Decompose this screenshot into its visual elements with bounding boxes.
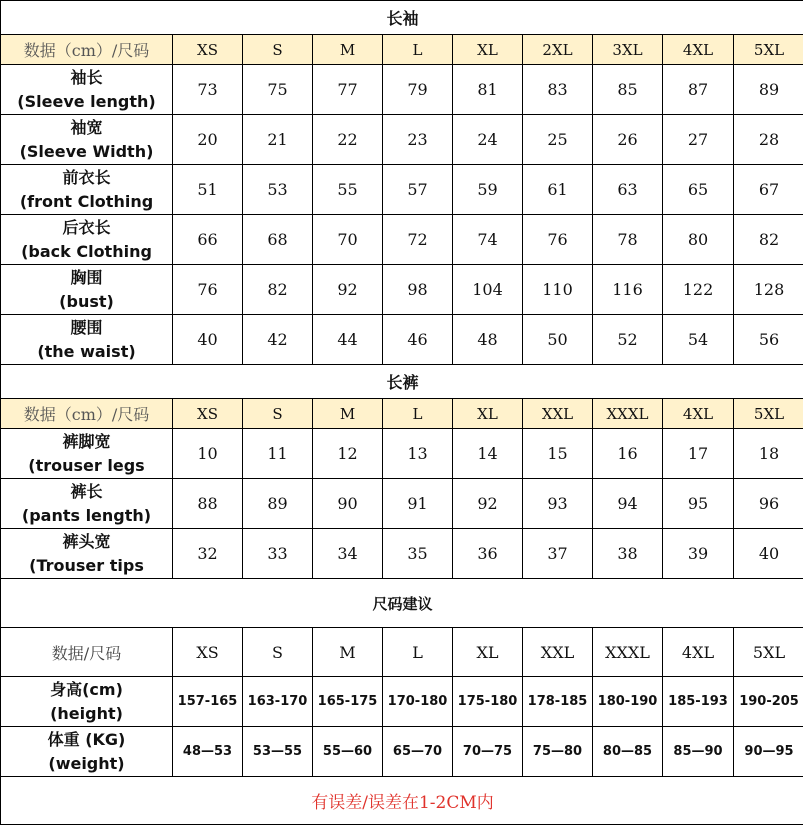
long-sleeve-value-cell: 128	[734, 265, 803, 315]
long-sleeve-row-label	[1, 115, 173, 165]
size-guide-size-header: S	[243, 628, 313, 677]
long-sleeve-value-cell: 82	[243, 265, 313, 315]
note-row	[1, 777, 803, 825]
trousers-value-cell: 38	[593, 529, 663, 579]
size-guide-value-cell: 190-205	[734, 677, 803, 727]
long-sleeve-value-cell: 54	[663, 315, 734, 365]
trousers-value-cell: 94	[593, 479, 663, 529]
row-label-en: (Sleeve Width)	[19, 141, 154, 161]
long-sleeve-value-cell: 116	[593, 265, 663, 315]
trousers-value-cell: 92	[453, 479, 523, 529]
row-label-en: (weight)	[48, 753, 125, 773]
long-sleeve-size-header: L	[383, 35, 453, 65]
size-guide-value-cell: 80—85	[593, 727, 663, 777]
trousers-value-cell: 15	[523, 429, 593, 479]
size-guide-value-cell: 75—80	[523, 727, 593, 777]
trousers-table-row	[1, 529, 803, 579]
long-sleeve-size-header: 3XL	[593, 35, 663, 65]
long-sleeve-value-cell: 80	[663, 215, 734, 265]
size-guide-size-header: XS	[173, 628, 243, 677]
long-sleeve-value-cell: 59	[453, 165, 523, 215]
size-guide-table-row	[1, 677, 803, 727]
long-sleeve-value-cell: 74	[453, 215, 523, 265]
long-sleeve-value-cell: 72	[383, 215, 453, 265]
trousers-size-header: M	[313, 399, 383, 429]
long-sleeve-value-cell: 44	[313, 315, 383, 365]
row-label-cn: 身高(cm)	[50, 679, 123, 699]
long-sleeve-title-row	[1, 1, 803, 35]
row-label-en: (Sleeve length)	[17, 91, 156, 111]
trousers-value-cell: 40	[734, 529, 803, 579]
size-guide-value-cell: 157-165	[173, 677, 243, 727]
size-guide-value-cell: 185-193	[663, 677, 734, 727]
long-sleeve-value-cell: 26	[593, 115, 663, 165]
long-sleeve-value-cell: 51	[173, 165, 243, 215]
long-sleeve-value-cell: 82	[734, 215, 803, 265]
size-guide-size-header: M	[313, 628, 383, 677]
trousers-header-row	[1, 399, 803, 429]
long-sleeve-size-header: XS	[173, 35, 243, 65]
size-guide-value-cell: 165-175	[313, 677, 383, 727]
size-guide-value-cell: 70—75	[453, 727, 523, 777]
long-sleeve-row-label	[1, 165, 173, 215]
size-guide-row-label	[1, 727, 173, 777]
long-sleeve-table-row	[1, 215, 803, 265]
row-label-cn: 裤长	[70, 481, 103, 501]
trousers-value-cell: 11	[243, 429, 313, 479]
long-sleeve-value-cell: 110	[523, 265, 593, 315]
trousers-value-cell: 17	[663, 429, 734, 479]
trousers-size-header: 4XL	[663, 399, 734, 429]
row-label-en: (Trouser tips	[29, 555, 144, 575]
trousers-size-header: S	[243, 399, 313, 429]
row-label-en: (trouser legs	[28, 455, 145, 475]
row-label-cn: 胸围	[70, 267, 103, 287]
long-sleeve-value-cell: 83	[523, 65, 593, 115]
size-guide-header-row	[1, 628, 803, 677]
long-sleeve-value-cell: 85	[593, 65, 663, 115]
row-label-en: (bust)	[59, 291, 114, 311]
long-sleeve-value-cell: 92	[313, 265, 383, 315]
size-guide-size-header: XXXL	[593, 628, 663, 677]
long-sleeve-size-header: S	[243, 35, 313, 65]
long-sleeve-row-label	[1, 315, 173, 365]
long-sleeve-value-cell: 73	[173, 65, 243, 115]
trousers-value-cell: 10	[173, 429, 243, 479]
trousers-value-cell: 89	[243, 479, 313, 529]
row-label-cn: 袖宽	[70, 117, 103, 137]
long-sleeve-header-label: 数据（cm）/尺码	[1, 35, 173, 65]
size-guide-size-header: XL	[453, 628, 523, 677]
size-guide-header-label: 数据/尺码	[1, 628, 173, 677]
long-sleeve-value-cell: 75	[243, 65, 313, 115]
size-guide-title-row	[1, 579, 803, 628]
long-sleeve-title: 长袖	[1, 1, 803, 35]
trousers-value-cell: 16	[593, 429, 663, 479]
long-sleeve-size-header: 2XL	[523, 35, 593, 65]
long-sleeve-row-label	[1, 65, 173, 115]
long-sleeve-value-cell: 76	[173, 265, 243, 315]
long-sleeve-value-cell: 46	[383, 315, 453, 365]
trousers-value-cell: 37	[523, 529, 593, 579]
long-sleeve-table-row	[1, 65, 803, 115]
long-sleeve-value-cell: 48	[453, 315, 523, 365]
long-sleeve-value-cell: 27	[663, 115, 734, 165]
trousers-value-cell: 33	[243, 529, 313, 579]
long-sleeve-value-cell: 53	[243, 165, 313, 215]
long-sleeve-table-row	[1, 315, 803, 365]
trousers-row-label	[1, 479, 173, 529]
long-sleeve-value-cell: 50	[523, 315, 593, 365]
size-guide-value-cell: 90—95	[734, 727, 803, 777]
size-guide-size-header: 5XL	[734, 628, 803, 677]
trousers-row-label	[1, 429, 173, 479]
row-label-en: (pants length)	[21, 505, 152, 525]
row-label-cn: 袖长	[70, 67, 103, 87]
row-label-en: (the waist)	[37, 341, 136, 361]
trousers-size-header: XL	[453, 399, 523, 429]
long-sleeve-value-cell: 40	[173, 315, 243, 365]
row-label-en: (front Clothing	[19, 191, 154, 211]
trousers-size-header: XXXL	[593, 399, 663, 429]
size-guide-row-label	[1, 677, 173, 727]
long-sleeve-table-row	[1, 265, 803, 315]
long-sleeve-value-cell: 76	[523, 215, 593, 265]
size-guide-table-row	[1, 727, 803, 777]
size-guide-value-cell: 170-180	[383, 677, 453, 727]
long-sleeve-value-cell: 56	[734, 315, 803, 365]
trousers-size-header: L	[383, 399, 453, 429]
long-sleeve-value-cell: 20	[173, 115, 243, 165]
trousers-header-label: 数据（cm）/尺码	[1, 399, 173, 429]
long-sleeve-value-cell: 21	[243, 115, 313, 165]
long-sleeve-value-cell: 63	[593, 165, 663, 215]
trousers-value-cell: 36	[453, 529, 523, 579]
trousers-value-cell: 18	[734, 429, 803, 479]
row-label-cn: 裤脚宽	[62, 431, 111, 451]
long-sleeve-value-cell: 66	[173, 215, 243, 265]
row-label-cn: 裤头宽	[62, 531, 111, 551]
long-sleeve-value-cell: 28	[734, 115, 803, 165]
long-sleeve-value-cell: 24	[453, 115, 523, 165]
long-sleeve-value-cell: 65	[663, 165, 734, 215]
trousers-value-cell: 93	[523, 479, 593, 529]
long-sleeve-value-cell: 67	[734, 165, 803, 215]
size-guide-value-cell: 55—60	[313, 727, 383, 777]
size-guide-value-cell: 48—53	[173, 727, 243, 777]
size-guide-size-header: L	[383, 628, 453, 677]
long-sleeve-table-row	[1, 165, 803, 215]
long-sleeve-value-cell: 81	[453, 65, 523, 115]
row-label-cn: 体重 (KG)	[47, 729, 126, 749]
error-note: 有误差/误差在1-2CM内	[1, 777, 803, 825]
size-guide-value-cell: 175-180	[453, 677, 523, 727]
trousers-table-row	[1, 429, 803, 479]
row-label-cn: 腰围	[70, 317, 103, 337]
trousers-value-cell: 96	[734, 479, 803, 529]
size-guide-value-cell: 178-185	[523, 677, 593, 727]
trousers-row-label	[1, 529, 173, 579]
trousers-value-cell: 32	[173, 529, 243, 579]
size-guide-value-cell: 163-170	[243, 677, 313, 727]
trousers-value-cell: 14	[453, 429, 523, 479]
long-sleeve-value-cell: 23	[383, 115, 453, 165]
size-guide-value-cell: 65—70	[383, 727, 453, 777]
long-sleeve-value-cell: 42	[243, 315, 313, 365]
long-sleeve-value-cell: 104	[453, 265, 523, 315]
long-sleeve-row-label	[1, 215, 173, 265]
long-sleeve-value-cell: 122	[663, 265, 734, 315]
long-sleeve-value-cell: 70	[313, 215, 383, 265]
trousers-table-row	[1, 479, 803, 529]
long-sleeve-value-cell: 77	[313, 65, 383, 115]
trousers-value-cell: 88	[173, 479, 243, 529]
long-sleeve-value-cell: 52	[593, 315, 663, 365]
trousers-title: 长裤	[1, 365, 803, 399]
trousers-value-cell: 35	[383, 529, 453, 579]
long-sleeve-table-row	[1, 115, 803, 165]
long-sleeve-value-cell: 78	[593, 215, 663, 265]
trousers-size-header: XS	[173, 399, 243, 429]
long-sleeve-value-cell: 98	[383, 265, 453, 315]
trousers-size-header: 5XL	[734, 399, 803, 429]
trousers-value-cell: 34	[313, 529, 383, 579]
trousers-value-cell: 39	[663, 529, 734, 579]
long-sleeve-size-header: 4XL	[663, 35, 734, 65]
size-guide-value-cell: 180-190	[593, 677, 663, 727]
long-sleeve-value-cell: 57	[383, 165, 453, 215]
trousers-value-cell: 12	[313, 429, 383, 479]
long-sleeve-value-cell: 25	[523, 115, 593, 165]
long-sleeve-value-cell: 87	[663, 65, 734, 115]
long-sleeve-value-cell: 89	[734, 65, 803, 115]
long-sleeve-value-cell: 68	[243, 215, 313, 265]
long-sleeve-value-cell: 22	[313, 115, 383, 165]
trousers-size-header: XXL	[523, 399, 593, 429]
size-guide-value-cell: 85—90	[663, 727, 734, 777]
row-label-en: (back Clothing	[21, 241, 152, 261]
size-guide-title: 尺码建议	[1, 579, 803, 628]
long-sleeve-size-header: XL	[453, 35, 523, 65]
long-sleeve-value-cell: 79	[383, 65, 453, 115]
size-guide-value-cell: 53—55	[243, 727, 313, 777]
long-sleeve-header-row	[1, 35, 803, 65]
trousers-value-cell: 91	[383, 479, 453, 529]
row-label-cn: 前衣长	[62, 167, 111, 187]
long-sleeve-size-header: 5XL	[734, 35, 803, 65]
trousers-value-cell: 90	[313, 479, 383, 529]
trousers-value-cell: 13	[383, 429, 453, 479]
long-sleeve-value-cell: 61	[523, 165, 593, 215]
row-label-cn: 后衣长	[62, 217, 111, 237]
long-sleeve-row-label	[1, 265, 173, 315]
row-label-en: (height)	[50, 703, 123, 723]
trousers-title-row	[1, 365, 803, 399]
trousers-value-cell: 95	[663, 479, 734, 529]
long-sleeve-size-header: M	[313, 35, 383, 65]
size-guide-size-header: XXL	[523, 628, 593, 677]
size-guide-size-header: 4XL	[663, 628, 734, 677]
long-sleeve-value-cell: 55	[313, 165, 383, 215]
